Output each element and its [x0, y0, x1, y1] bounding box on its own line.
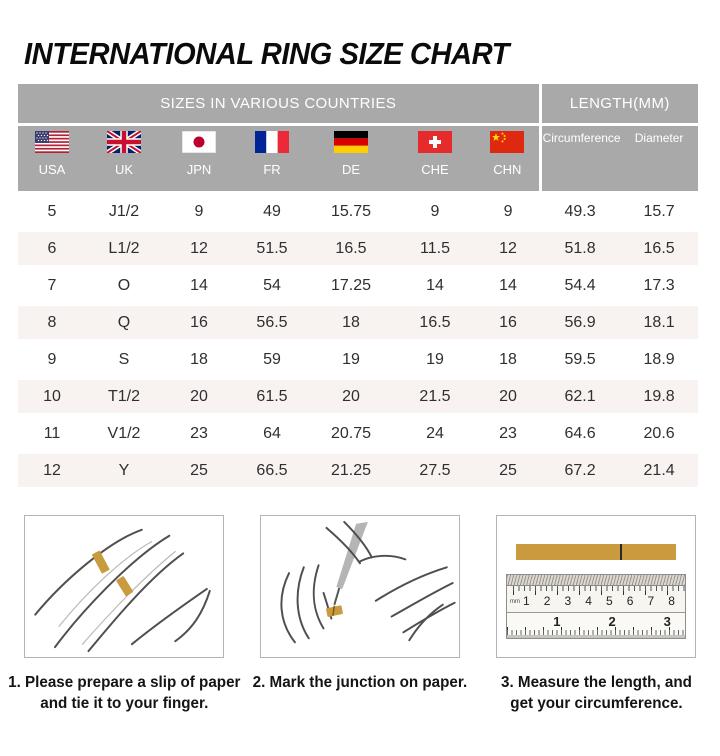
size-cell: 11	[18, 415, 86, 452]
page-title: INTERNATIONAL RING SIZE CHART	[24, 36, 509, 71]
size-cell: 6	[18, 230, 86, 267]
size-cell: 62.1	[540, 378, 620, 415]
size-cell: 14	[476, 267, 540, 304]
ruler-cm-number: 5	[606, 594, 613, 608]
size-cell: 16	[162, 304, 236, 341]
usa-flag-icon	[35, 131, 69, 153]
ruler-cm-number: 6	[626, 594, 634, 608]
ruler-inch-number: 1	[553, 614, 561, 629]
size-cell: 23	[476, 415, 540, 452]
column-header-fr	[236, 125, 308, 194]
size-cell: 17.25	[308, 267, 394, 304]
size-cell: 9	[18, 341, 86, 378]
caption-line: 2. Mark the junction on paper.	[252, 674, 468, 691]
table-row	[18, 230, 698, 267]
size-cell: 9	[476, 193, 540, 230]
ruler-cm-scale	[507, 585, 685, 612]
size-cell: 20	[476, 378, 540, 415]
circumference-header: Circumference	[540, 125, 620, 194]
column-label: CHE	[421, 162, 449, 177]
instruction-caption-2	[253, 672, 468, 693]
japan-flag-icon	[182, 131, 216, 153]
size-cell: 64	[236, 415, 308, 452]
size-cell: 17.3	[620, 267, 698, 304]
table-row	[18, 415, 698, 452]
instruction-caption-1	[8, 672, 240, 714]
size-cell: O	[86, 267, 162, 304]
pen-icon	[336, 522, 368, 589]
size-cell: 21.25	[308, 452, 394, 489]
ruler	[506, 574, 686, 639]
germany-flag-icon	[334, 131, 368, 153]
size-cell: 49	[236, 193, 308, 230]
france-flag-icon	[255, 131, 289, 153]
china-flag-icon	[490, 131, 524, 153]
instruction-caption-3	[501, 672, 692, 714]
size-cell: L1/2	[86, 230, 162, 267]
ring-size-table-body	[18, 193, 698, 489]
column-label: DE	[341, 162, 361, 177]
size-cell: 18	[476, 341, 540, 378]
table-row	[18, 304, 698, 341]
size-cell: 21.4	[620, 452, 698, 489]
size-cell: 19	[308, 341, 394, 378]
ruler-illustration	[496, 515, 696, 658]
size-cell: 23	[162, 415, 236, 452]
size-cell: 18	[308, 304, 394, 341]
size-cell: 7	[18, 267, 86, 304]
size-cell: T1/2	[86, 378, 162, 415]
column-label: UK	[114, 162, 134, 177]
strip-mark	[620, 544, 622, 560]
size-cell: 54.4	[540, 267, 620, 304]
ruler-inch-number: 3	[663, 614, 671, 629]
ruler-unit-label: mm	[510, 599, 520, 605]
ruler-metal-edge	[507, 575, 685, 585]
caption-line: get your circumference.	[509, 695, 683, 713]
size-cell: 9	[162, 193, 236, 230]
size-cell: 67.2	[540, 452, 620, 489]
column-label: CHN	[493, 162, 522, 177]
size-cell: 19	[394, 341, 476, 378]
instruction-step-3	[480, 515, 712, 714]
size-cell: S	[86, 341, 162, 378]
column-header-de	[308, 125, 394, 194]
size-cell: 51.5	[236, 230, 308, 267]
size-cell: J1/2	[86, 193, 162, 230]
instructions-section	[0, 515, 720, 714]
table-row	[18, 341, 698, 378]
diameter-header: Diameter	[620, 125, 698, 194]
size-cell: 56.5	[236, 304, 308, 341]
table-row	[18, 378, 698, 415]
size-cell: 11.5	[394, 230, 476, 267]
size-cell: 56.9	[540, 304, 620, 341]
size-cell: 59	[236, 341, 308, 378]
size-cell: 14	[162, 267, 236, 304]
size-cell: 20	[162, 378, 236, 415]
size-cell: 20	[308, 378, 394, 415]
ruler-cm-number: 8	[668, 594, 675, 608]
table-row	[18, 193, 698, 230]
caption-line: and tie it to your finger.	[39, 695, 209, 713]
size-cell: 10	[18, 378, 86, 415]
flag-header-row	[18, 125, 698, 194]
size-cell: 61.5	[236, 378, 308, 415]
column-label: FR	[263, 162, 281, 177]
size-cell: 12	[162, 230, 236, 267]
size-cell: 20.6	[620, 415, 698, 452]
sizes-group-header: SIZES IN VARIOUS COUNTRIES	[18, 84, 540, 125]
size-cell: 5	[18, 193, 86, 230]
size-cell: 9	[394, 193, 476, 230]
size-cell: 18.1	[620, 304, 698, 341]
instruction-step-1	[8, 515, 240, 714]
size-cell: 64.6	[540, 415, 620, 452]
size-cell: 59.5	[540, 341, 620, 378]
column-label: USA	[38, 162, 66, 177]
size-cell: 25	[162, 452, 236, 489]
size-cell: 49.3	[540, 193, 620, 230]
size-cell: Q	[86, 304, 162, 341]
hand-with-paper-illustration	[24, 515, 224, 658]
paper-slip	[92, 550, 134, 596]
caption-line: 3. Measure the length, and	[500, 674, 692, 691]
ruler-cm-number: 4	[585, 594, 592, 608]
switzerland-flag-icon	[418, 131, 452, 153]
size-cell: 20.75	[308, 415, 394, 452]
mark-junction-illustration	[260, 515, 460, 658]
size-cell: 66.5	[236, 452, 308, 489]
ruler-cm-numbers	[507, 594, 685, 608]
size-cell: 18	[162, 341, 236, 378]
size-cell: 27.5	[394, 452, 476, 489]
group-header-row	[18, 84, 698, 125]
size-cell: 16.5	[620, 230, 698, 267]
ruler-cm-number: 2	[543, 594, 551, 608]
size-cell: 16	[476, 304, 540, 341]
size-cell: 19.8	[620, 378, 698, 415]
size-cell: 16.5	[308, 230, 394, 267]
size-cell: 21.5	[394, 378, 476, 415]
size-cell: 24	[394, 415, 476, 452]
caption-line: 1. Please prepare a slip of paper	[7, 674, 241, 691]
column-header-chn	[476, 125, 540, 194]
size-cell: 18.9	[620, 341, 698, 378]
size-cell: 15.75	[308, 193, 394, 230]
size-cell: V1/2	[86, 415, 162, 452]
table-row	[18, 452, 698, 489]
column-header-che	[394, 125, 476, 194]
size-cell: 8	[18, 304, 86, 341]
size-cell: Y	[86, 452, 162, 489]
instruction-step-2	[244, 515, 476, 714]
column-header-uk	[86, 125, 162, 194]
column-label: JPN	[186, 162, 212, 177]
size-cell: 12	[476, 230, 540, 267]
length-group-header: LENGTH(MM)	[540, 84, 698, 125]
uk-flag-icon	[107, 131, 141, 153]
column-header-usa	[18, 125, 86, 194]
ruler-cm-number: 7	[647, 594, 655, 608]
table-row	[18, 267, 698, 304]
ruler-cm-number: 3	[564, 594, 572, 608]
size-cell: 54	[236, 267, 308, 304]
ruler-cm-number: 1	[523, 594, 530, 608]
paper-strip	[516, 544, 676, 560]
size-cell: 16.5	[394, 304, 476, 341]
size-cell: 25	[476, 452, 540, 489]
size-cell: 51.8	[540, 230, 620, 267]
ruler-inch-number: 2	[608, 614, 616, 629]
ruler-inch-scale	[507, 612, 685, 635]
size-cell: 15.7	[620, 193, 698, 230]
size-cell: 14	[394, 267, 476, 304]
column-header-jpn	[162, 125, 236, 194]
size-cell: 12	[18, 452, 86, 489]
ring-size-table	[18, 84, 698, 491]
